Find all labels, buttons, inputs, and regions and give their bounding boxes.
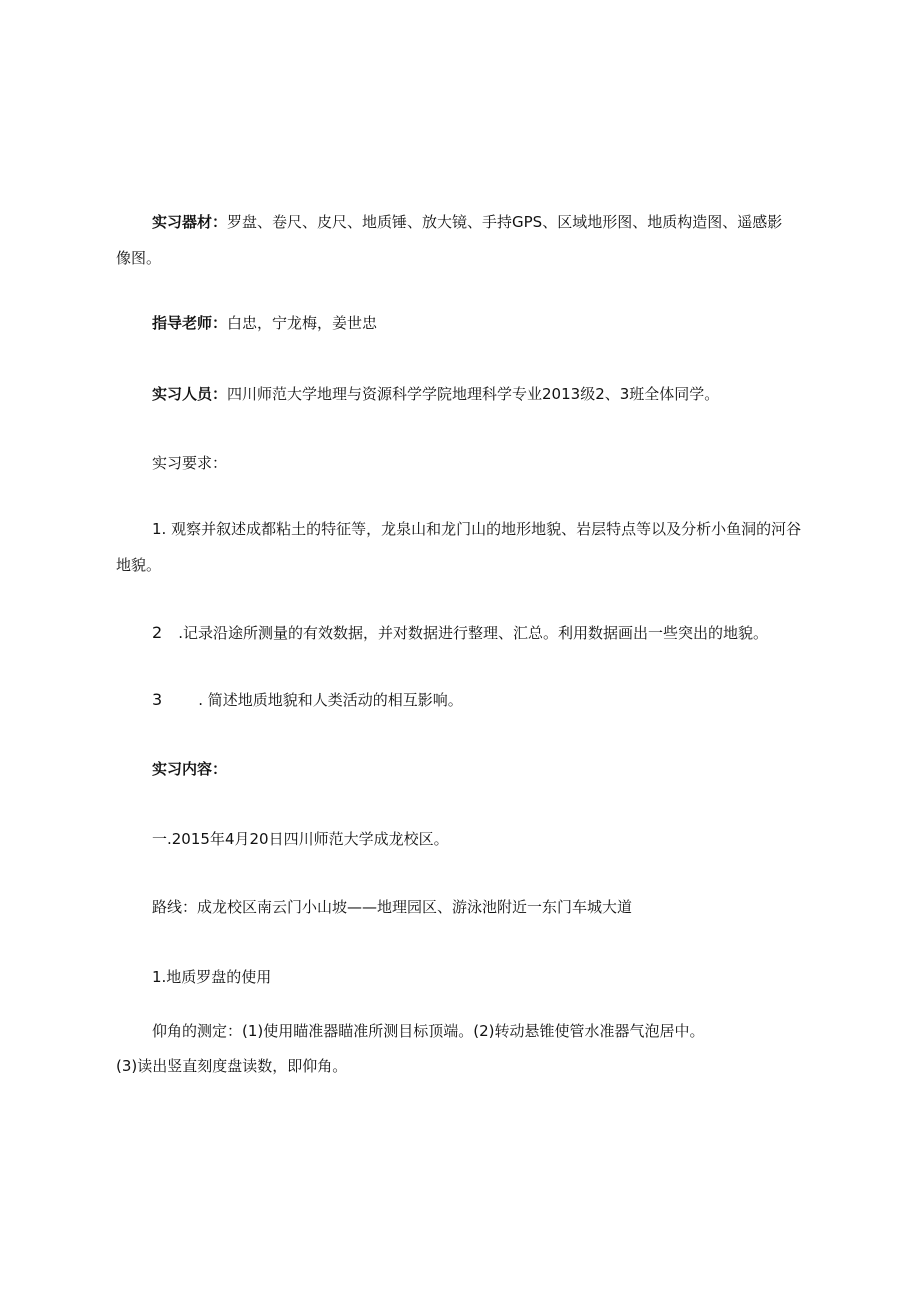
requirement-item-2	[152, 623, 768, 643]
route-line: 路线：成龙校区南云门小山坡——地理园区、游泳池附近一东门车城大道	[152, 898, 633, 916]
requirement-item-3-text: . 简述地质地貌和人类活动的相互影响。	[198, 691, 463, 709]
participants-label: 实习人员：	[152, 385, 228, 403]
instructors-text: 白忠，宁龙梅，姜世忠	[227, 314, 378, 332]
requirement-item-3	[152, 690, 463, 710]
instructors-line	[152, 313, 377, 333]
content-heading: 实习内容：	[152, 760, 228, 778]
requirement-item-1-line-2: 地貌。	[116, 556, 162, 574]
equipment-line-2: 像图。	[116, 249, 162, 267]
content-section-1: 一.2015年4月20日四川师范大学成龙校区。	[152, 830, 449, 848]
requirement-item-3-number: 3	[152, 690, 163, 709]
equipment-text: 罗盘、卷尺、皮尺、地质锤、放大镜、手持GPS、区域地形图、地质构造图、遥感影	[227, 213, 783, 231]
equipment-label: 实习器材：	[152, 213, 228, 231]
subsection-heading: 1.地质罗盘的使用	[152, 968, 272, 986]
requirements-heading: 实习要求：	[152, 454, 228, 472]
elevation-line-2: (3)读出竖直刻度盘读数，即仰角。	[116, 1057, 348, 1075]
elevation-line-1: 仰角的测定：(1)使用瞄准器瞄准所测目标顶端。(2)转动悬锥使管水准器气泡居中。	[152, 1022, 705, 1040]
equipment-line-1	[152, 212, 782, 232]
instructors-label: 指导老师：	[152, 314, 228, 332]
requirement-item-2-text: .记录沿途所测量的有效数据，并对数据进行整理、汇总。利用数据画出一些突出的地貌。	[178, 624, 768, 642]
participants-text: 四川师范大学地理与资源科学学院地理科学专业2013级2、3班全体同学。	[227, 385, 720, 403]
requirement-item-1-line-1: 1. 观察并叙述成都粘土的特征等，龙泉山和龙门山的地形地貌、岩层特点等以及分析小鱼洞的河谷	[152, 520, 802, 538]
participants-line	[152, 384, 719, 404]
requirement-item-2-number: 2	[152, 623, 163, 642]
